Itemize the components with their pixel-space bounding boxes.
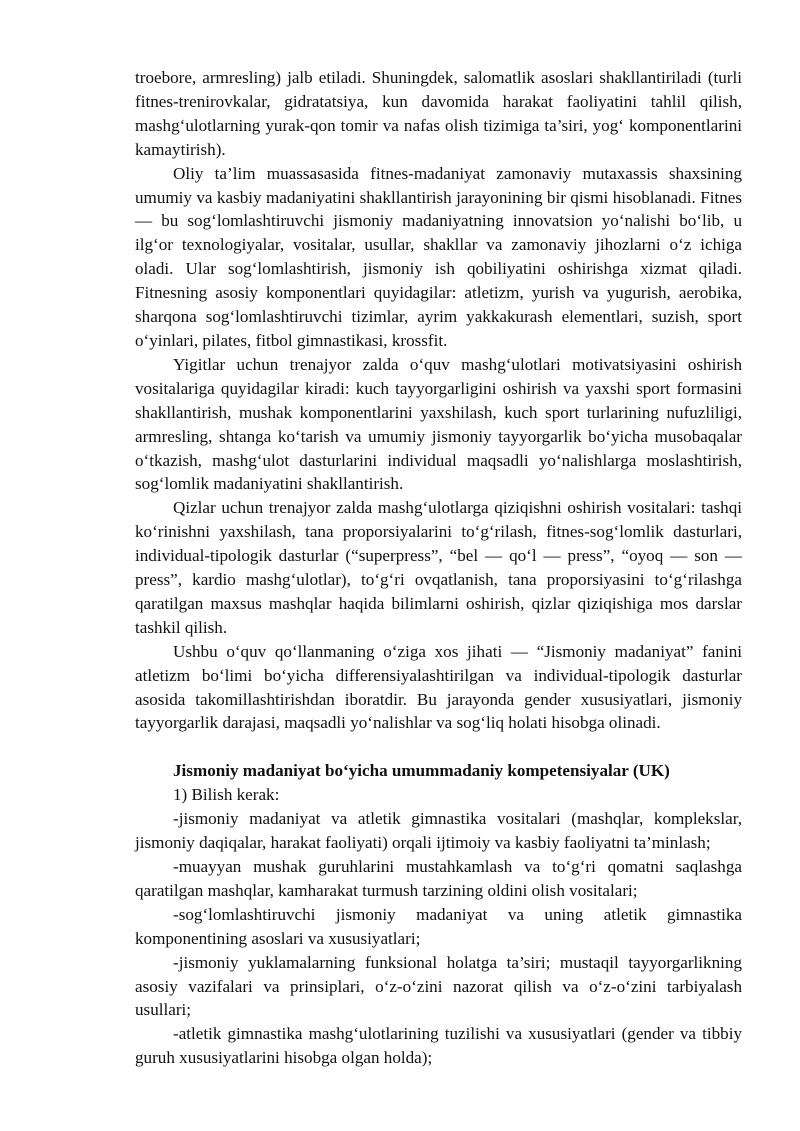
paragraph-young-women: Qizlar uchun trenajyor zalda mashg‘ulotlarga qiziqishni oshirish vositalari: tashqi ko‘rinishni yaxshilash, tana proporsiyalarini to‘g‘rilash, fitnes-sog‘lomlik dasturlari, individual-tipologik dasturlar (“superpress”, “bel — qo‘l — press”, “oyoq — son — press”, kardio mashg‘ulotlar), to‘g‘ri ovqatlanish, tana proporsiyasini to‘g‘rilashga qaratilgan maxsus mashqlar haqida bilimlarni oshirish, qizlar qiziqishiga mos darslar tashkil qilish. [135, 498, 742, 637]
list-item: -jismoniy madaniyat va atletik gimnastika vositalari (mashqlar, komplekslar, jismoniy daqiqalar, harakat faoliyati) orqali ijtimoiy va kasbiy faoliyatni ta’minlash; [135, 809, 742, 853]
paragraph-young-men: Yigitlar uchun trenajyor zalda o‘quv mashg‘ulotlari motivatsiyasini oshirish vositalariga quyidagilar kiradi: kuch tayyorgarligini oshirish va yaxshi sport formasini shakllantirish, mushak komponentlarini yaxshilash, kuch sport turlarining nufuzliligi, armresling, shtanga ko‘tarish va umumiy jismoniy tayyorgarlik bo‘yicha musobaqalar o‘tkazish, mashg‘ulot dasturlarini individual maqsadli yo‘nalishlarga moslashtirish, sog‘lomlik madaniyatini shakllantirish. [135, 354, 742, 494]
paragraph-continuation: troebore, armresling) jalb etiladi. Shuningdek, salomatlik asoslari shakllantiriladi (turli fitnes-trenirovkalar, gidratatsiya, kun davomida harakat faoliyatini tahlil qilish, mashg‘ulotlarning yurak-qon tomir va nafas olish tizimiga ta’siri, yog‘ komponentlarini kamaytirish). [135, 68, 742, 159]
list-intro: 1) Bilish kerak: [173, 785, 280, 805]
list-item: -jismoniy yuklamalarning funksional holatga ta’siri; mustaqil tayyorgarlikning asosiy vazifalari va prinsiplari, o‘z-o‘zini nazorat qilish va o‘z-o‘zini tarbiyalash usullari; [135, 952, 742, 1020]
list-item: -sog‘lomlashtiruvchi jismoniy madaniyat va uning atletik gimnastika komponentining asoslari va xususiyatlari; [135, 904, 742, 948]
paragraph-fitness-culture: Oliy ta’lim muassasasida fitnes-madaniyat zamonaviy mutaxassis shaxsining umumiy va kasbiy madaniyatini shakllantirish jarayonining bir qismi hisoblanadi. Fitnes — bu sog‘lomlashtiruvchi jismoniy madaniyatning innovatsion yo‘nalishi bo‘lib, u ilg‘or texnologiyalar, vositalar, usullar, shakllar va zamonaviy jihozlarni o‘z ichiga oladi. Ular sog‘lomlashtirish, jismoniy ish qobiliyatini oshirishga xizmat qiladi. Fitnesning asosiy komponentlari quyidagilar: atletizm, yurish va yugurish, aerobika, sharqona sog‘lomlashtiruvchi tizimlar, ayrim yakkakurash elementlari, suzish, sport o‘yinlari, pilates, fitbol gimnastikasi, krossfit. [135, 163, 742, 350]
list-item: -muayyan mushak guruhlarini mustahkamlash va to‘g‘ri qomatni saqlashga qaratilgan mashqlar, kamharakat turmush tarzining oldini olish vositalari; [135, 857, 742, 900]
paragraph-manual-feature: Ushbu o‘quv qo‘llanmaning o‘ziga xos jihati — “Jismoniy madaniyat” fanini atletizm bo‘limi bo‘yicha differensiyalashtirilgan va individual-tipologik dasturlar asosida takomillashtirishdan iboratdir. Bu jarayonda gender xususiyatlari, jismoniy tayyorgarlik darajasi, maqsadli yo‘nalishlar va sog‘liq holati hisobga olinadi. [135, 641, 742, 733]
list-item: -atletik gimnastika mashg‘ulotlarining tuzilishi va xususiyatlari (gender va tibbiy guruh xususiyatlarini hisobga olgan holda); [135, 1024, 742, 1068]
document-page [135, 66, 742, 1070]
section-heading: Jismoniy madaniyat bo‘yicha umummadaniy kompetensiyalar (UK) [173, 761, 670, 781]
section-gap [135, 735, 742, 759]
